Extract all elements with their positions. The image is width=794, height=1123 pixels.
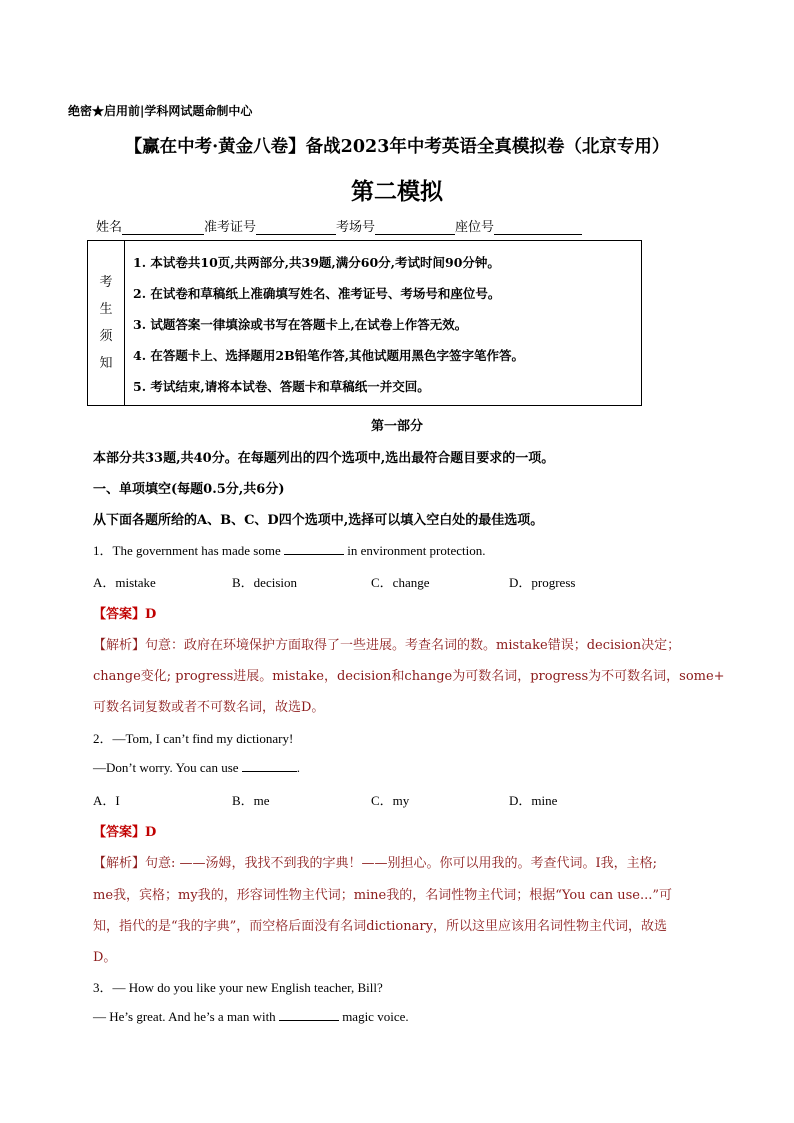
stem-text: magic voice. bbox=[342, 1009, 409, 1024]
exam-number-field bbox=[204, 216, 336, 235]
field-label: 姓名 bbox=[96, 220, 123, 235]
stem-text: —Don’t worry. You can use bbox=[93, 760, 239, 775]
question-2-option-d: D．mine bbox=[509, 793, 558, 808]
question-1-answer: 【答案】D bbox=[93, 607, 157, 622]
section-instruction: 从下面各题所给的A、B、C、D四个选项中,选择可以填入空白处的最佳选项。 bbox=[93, 513, 544, 528]
exam-room-field bbox=[336, 216, 455, 235]
blank-line bbox=[494, 220, 582, 235]
question-2-option-b: B．me bbox=[232, 793, 270, 808]
blank-line bbox=[122, 220, 204, 235]
stem-text: 1．The government has made some bbox=[93, 543, 281, 558]
notice-items bbox=[125, 241, 641, 405]
notice-label-char: 知 bbox=[99, 356, 113, 371]
question-2-explanation-line: D。 bbox=[93, 950, 117, 965]
notice-item: 1. 本试卷共10页,共两部分,共39题,满分60分,考试时间90分钟。 bbox=[133, 255, 500, 270]
blank-line bbox=[375, 220, 455, 235]
section-title: 一、单项填空(每题0.5分,共6分) bbox=[93, 482, 285, 497]
blank-line bbox=[256, 220, 336, 235]
stem-text: — He’s great. And he’s a man with bbox=[93, 1009, 276, 1024]
question-1-option-b: B．decision bbox=[232, 575, 297, 590]
question-2-stem-line: 2．—Tom, I can’t find my dictionary! bbox=[93, 731, 294, 746]
notice-item: 5. 考试结束,请将本试卷、答题卡和草稿纸一并交回。 bbox=[133, 379, 430, 394]
field-label: 座位号 bbox=[455, 220, 495, 235]
exam-title: 【赢在中考·黄金八卷】备战2023年中考英语全真模拟卷（北京专用） bbox=[124, 137, 670, 157]
exam-subtitle: 第二模拟 bbox=[351, 178, 443, 205]
notice-item: 4. 在答题卡上、选择题用2B铅笔作答,其他试题用黑色字签字笔作答。 bbox=[133, 348, 525, 363]
question-2-option-c: C．my bbox=[371, 793, 410, 808]
stem-text: in environment protection. bbox=[347, 543, 486, 558]
notice-label-char: 生 bbox=[99, 302, 113, 317]
notice-label-char: 须 bbox=[99, 329, 113, 344]
answer-blank bbox=[279, 1008, 339, 1021]
question-1-explanation-line: 可数名词复数或者不可数名词，故选D。 bbox=[93, 700, 325, 715]
seat-number-field bbox=[455, 216, 582, 235]
question-1-explanation-line: 【解析】句意：政府在环境保护方面取得了一些进展。考查名词的数。mistake错误；decision决定； bbox=[93, 638, 681, 653]
question-1-stem bbox=[93, 540, 486, 559]
notice-item: 2. 在试卷和草稿纸上准确填写姓名、准考证号、考场号和座位号。 bbox=[133, 286, 501, 301]
candidate-info-fields bbox=[96, 216, 582, 235]
secret-label: 绝密★启用前|学科网试题命制中心 bbox=[68, 104, 253, 118]
notice-item: 3. 试题答案一律填涂或书写在答题卡上,在试卷上作答无效。 bbox=[133, 317, 468, 332]
question-1-explanation-line: change变化; progress进展。mistake，decision和change为可数名词，progress为不可数名词，some+ bbox=[93, 669, 725, 684]
question-2-explanation-line: 知，指代的是“我的字典”，而空格后面没有名词dictionary，所以这里应该用名词性物主代词，故选 bbox=[93, 919, 667, 934]
part-intro: 本部分共33题,共40分。在每题列出的四个选项中,选出最符合题目要求的一项。 bbox=[93, 451, 555, 466]
notice-label-char: 考 bbox=[99, 275, 113, 290]
question-2-explanation-line: me我，宾格；my我的，形容词性物主代词；mine我的，名词性物主代词；根据“You can use...”可 bbox=[93, 888, 672, 903]
field-label: 准考证号 bbox=[204, 220, 257, 235]
question-3-stem bbox=[93, 1008, 409, 1025]
question-1-option-a: A．mistake bbox=[93, 575, 156, 590]
question-2-answer: 【答案】D bbox=[93, 825, 157, 840]
answer-blank bbox=[242, 759, 297, 772]
question-1-option-d: D．progress bbox=[509, 575, 576, 590]
question-3-stem-line: 3．— How do you like your new English teacher, Bill? bbox=[93, 980, 383, 995]
question-2-option-a: A．I bbox=[93, 793, 120, 808]
candidate-notice-box bbox=[87, 240, 642, 406]
name-field bbox=[96, 216, 204, 235]
question-2-stem bbox=[93, 759, 300, 776]
question-2-explanation-line: 【解析】句意: ——汤姆，我找不到我的字典！——别担心。你可以用我的。考查代词。I我，主格; bbox=[93, 856, 658, 871]
field-label: 考场号 bbox=[336, 220, 376, 235]
question-1-option-c: C．change bbox=[371, 575, 430, 590]
stem-text: . bbox=[296, 760, 301, 775]
answer-blank bbox=[284, 542, 344, 555]
notice-label bbox=[88, 241, 125, 405]
part-title: 第一部分 bbox=[370, 419, 423, 434]
